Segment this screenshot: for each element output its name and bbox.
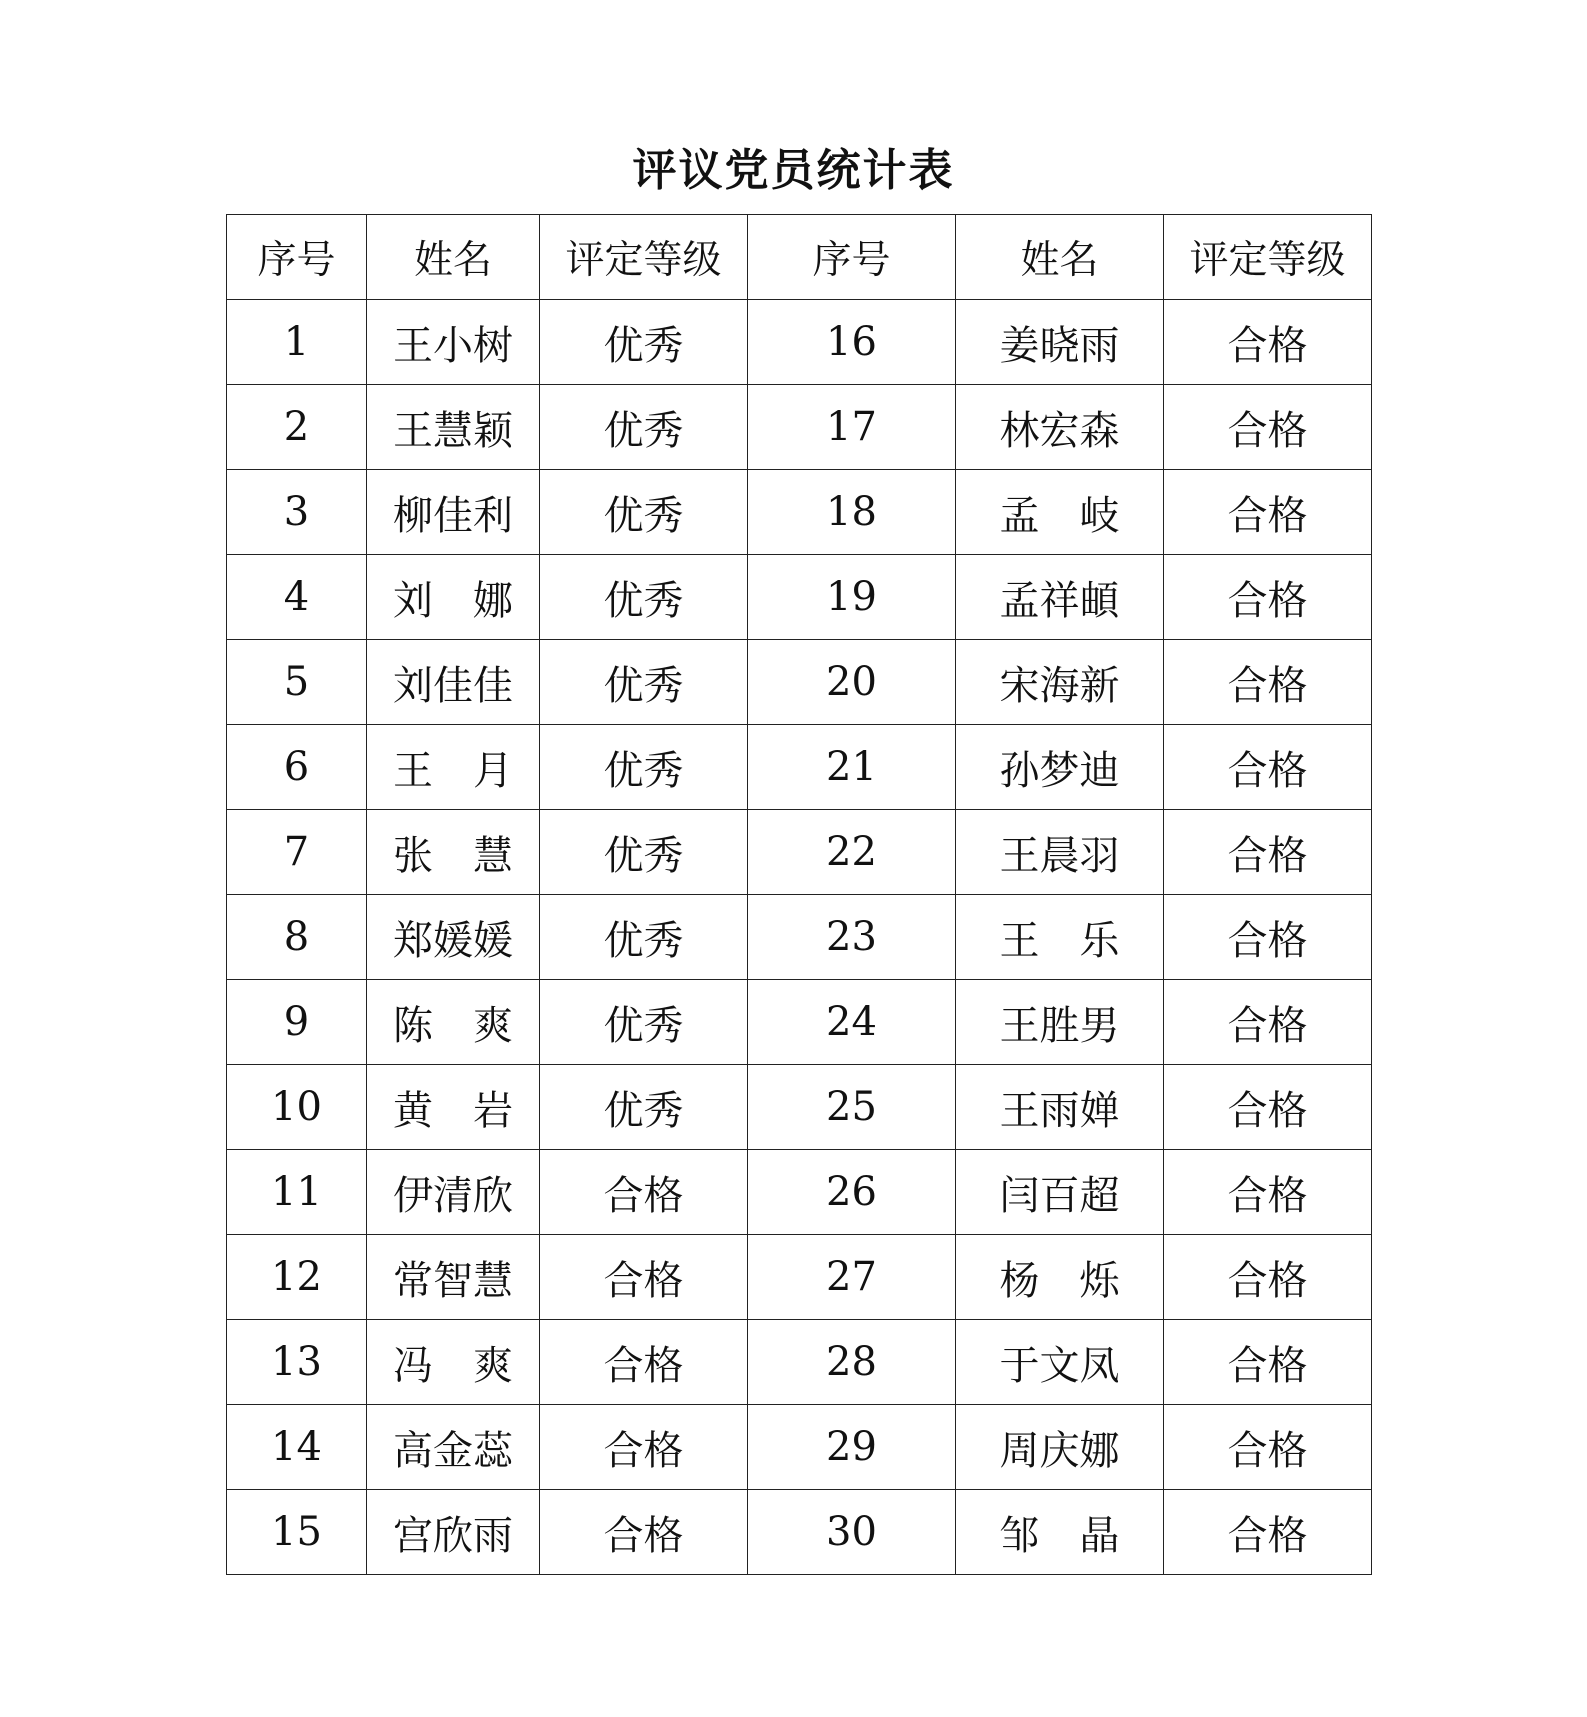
cell-grade: 合格 [540, 1490, 748, 1575]
cell-grade: 合格 [1164, 640, 1372, 725]
cell-name: 孙梦迪 [956, 725, 1164, 810]
table-row [227, 810, 1372, 895]
cell-name: 闫百超 [956, 1150, 1164, 1235]
cell-grade: 合格 [1164, 385, 1372, 470]
cell-grade: 合格 [1164, 1320, 1372, 1405]
cell-name: 刘佳佳 [367, 640, 540, 725]
cell-name: 杨 烁 [956, 1235, 1164, 1320]
table-row [227, 555, 1372, 640]
cell-name: 刘 娜 [367, 555, 540, 640]
cell-index: 23 [748, 895, 956, 980]
cell-grade: 合格 [1164, 1150, 1372, 1235]
cell-name: 王胜男 [956, 980, 1164, 1065]
cell-name: 王雨婵 [956, 1065, 1164, 1150]
table-row [227, 1405, 1372, 1490]
cell-name: 王晨羽 [956, 810, 1164, 895]
cell-index: 25 [748, 1065, 956, 1150]
cell-grade: 优秀 [540, 555, 748, 640]
header-index-right: 序号 [748, 215, 956, 300]
cell-grade: 合格 [1164, 555, 1372, 640]
cell-name: 宫欣雨 [367, 1490, 540, 1575]
table-row [227, 1150, 1372, 1235]
cell-grade: 合格 [1164, 980, 1372, 1065]
cell-grade: 合格 [1164, 725, 1372, 810]
cell-grade: 合格 [540, 1405, 748, 1490]
cell-grade: 合格 [540, 1320, 748, 1405]
table-row [227, 470, 1372, 555]
cell-name: 王 月 [367, 725, 540, 810]
cell-grade: 优秀 [540, 725, 748, 810]
cell-name: 于文凤 [956, 1320, 1164, 1405]
cell-grade: 优秀 [540, 385, 748, 470]
cell-name: 柳佳利 [367, 470, 540, 555]
cell-index: 12 [227, 1235, 367, 1320]
cell-name: 周庆娜 [956, 1405, 1164, 1490]
cell-grade: 合格 [1164, 300, 1372, 385]
cell-name: 黄 岩 [367, 1065, 540, 1150]
cell-grade: 优秀 [540, 980, 748, 1065]
table-row [227, 385, 1372, 470]
cell-name: 王慧颖 [367, 385, 540, 470]
cell-name: 冯 爽 [367, 1320, 540, 1405]
table-row [227, 1065, 1372, 1150]
cell-name: 孟祥頔 [956, 555, 1164, 640]
table-row [227, 1235, 1372, 1320]
cell-grade: 合格 [1164, 1405, 1372, 1490]
cell-index: 13 [227, 1320, 367, 1405]
header-name-left: 姓名 [367, 215, 540, 300]
table-row [227, 725, 1372, 810]
cell-index: 15 [227, 1490, 367, 1575]
header-row [227, 215, 1372, 300]
cell-index: 18 [748, 470, 956, 555]
cell-name: 郑媛媛 [367, 895, 540, 980]
cell-index: 22 [748, 810, 956, 895]
cell-index: 10 [227, 1065, 367, 1150]
cell-grade: 合格 [1164, 1490, 1372, 1575]
cell-name: 王 乐 [956, 895, 1164, 980]
cell-index: 7 [227, 810, 367, 895]
cell-index: 16 [748, 300, 956, 385]
member-rating-table [226, 214, 1372, 1575]
cell-grade: 合格 [540, 1150, 748, 1235]
cell-name: 张 慧 [367, 810, 540, 895]
cell-name: 邹 晶 [956, 1490, 1164, 1575]
cell-name: 林宏森 [956, 385, 1164, 470]
cell-index: 30 [748, 1490, 956, 1575]
cell-name: 孟 岐 [956, 470, 1164, 555]
cell-grade: 合格 [1164, 810, 1372, 895]
cell-grade: 合格 [1164, 895, 1372, 980]
cell-index: 3 [227, 470, 367, 555]
cell-index: 11 [227, 1150, 367, 1235]
table-row [227, 640, 1372, 725]
cell-index: 2 [227, 385, 367, 470]
cell-name: 宋海新 [956, 640, 1164, 725]
header-index-left: 序号 [227, 215, 367, 300]
cell-index: 24 [748, 980, 956, 1065]
header-name-right: 姓名 [956, 215, 1164, 300]
cell-name: 姜晓雨 [956, 300, 1164, 385]
cell-index: 14 [227, 1405, 367, 1490]
table-row [227, 895, 1372, 980]
table-row [227, 300, 1372, 385]
cell-grade: 优秀 [540, 810, 748, 895]
cell-index: 17 [748, 385, 956, 470]
cell-grade: 优秀 [540, 640, 748, 725]
cell-index: 28 [748, 1320, 956, 1405]
table-row [227, 980, 1372, 1065]
cell-grade: 优秀 [540, 300, 748, 385]
cell-index: 20 [748, 640, 956, 725]
cell-index: 9 [227, 980, 367, 1065]
cell-grade: 合格 [1164, 1235, 1372, 1320]
cell-name: 王小树 [367, 300, 540, 385]
page-title: 评议党员统计表 [632, 145, 955, 196]
cell-index: 5 [227, 640, 367, 725]
cell-index: 1 [227, 300, 367, 385]
header-grade-right: 评定等级 [1164, 215, 1372, 300]
table-row [227, 1320, 1372, 1405]
cell-grade: 合格 [540, 1235, 748, 1320]
cell-name: 常智慧 [367, 1235, 540, 1320]
cell-index: 8 [227, 895, 367, 980]
cell-index: 27 [748, 1235, 956, 1320]
cell-index: 4 [227, 555, 367, 640]
cell-index: 26 [748, 1150, 956, 1235]
cell-grade: 优秀 [540, 895, 748, 980]
cell-name: 陈 爽 [367, 980, 540, 1065]
cell-grade: 优秀 [540, 1065, 748, 1150]
cell-grade: 合格 [1164, 470, 1372, 555]
cell-index: 6 [227, 725, 367, 810]
cell-grade: 合格 [1164, 1065, 1372, 1150]
cell-index: 29 [748, 1405, 956, 1490]
table-row [227, 1490, 1372, 1575]
header-grade-left: 评定等级 [540, 215, 748, 300]
table-body [227, 300, 1372, 1575]
cell-name: 高金蕊 [367, 1405, 540, 1490]
cell-name: 伊清欣 [367, 1150, 540, 1235]
cell-index: 19 [748, 555, 956, 640]
cell-grade: 优秀 [540, 470, 748, 555]
cell-index: 21 [748, 725, 956, 810]
